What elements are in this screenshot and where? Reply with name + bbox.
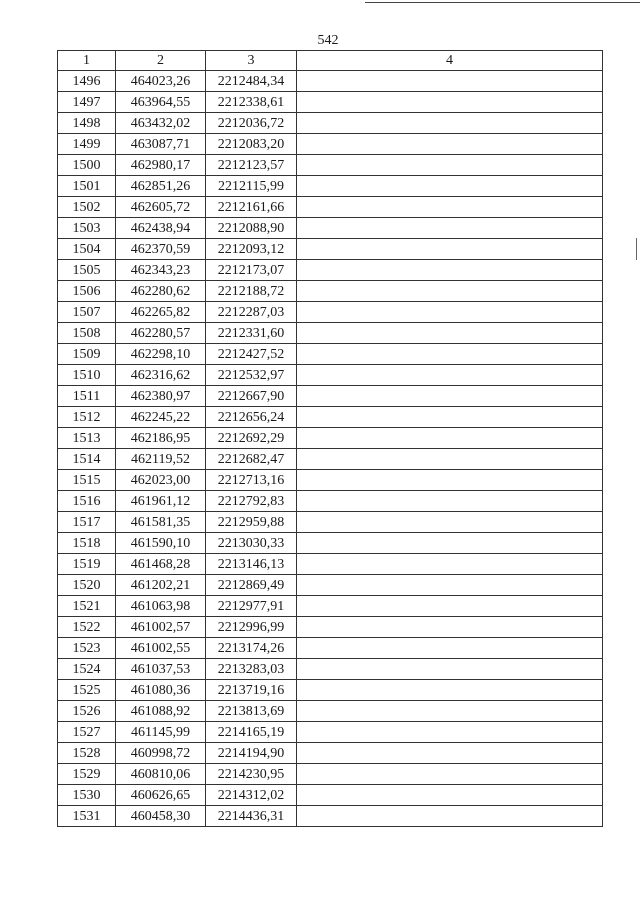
point-number-cell: 1521 xyxy=(58,596,116,617)
point-number-cell: 1506 xyxy=(58,281,116,302)
x-coordinate-cell: 462298,10 xyxy=(116,344,206,365)
y-coordinate-cell: 2214165,19 xyxy=(206,722,297,743)
empty-cell xyxy=(297,155,603,176)
scan-mark xyxy=(636,238,637,260)
table-row xyxy=(58,218,603,239)
point-number-cell: 1496 xyxy=(58,71,116,92)
x-coordinate-cell: 461468,28 xyxy=(116,554,206,575)
y-coordinate-cell: 2212331,60 xyxy=(206,323,297,344)
y-coordinate-cell: 2212682,47 xyxy=(206,449,297,470)
table-row xyxy=(58,680,603,701)
coordinates-table xyxy=(57,50,603,827)
x-coordinate-cell: 463432,02 xyxy=(116,113,206,134)
empty-cell xyxy=(297,134,603,155)
point-number-cell: 1511 xyxy=(58,386,116,407)
table-row xyxy=(58,260,603,281)
table-row xyxy=(58,659,603,680)
point-number-cell: 1502 xyxy=(58,197,116,218)
empty-cell xyxy=(297,638,603,659)
table-row xyxy=(58,344,603,365)
table-row xyxy=(58,764,603,785)
y-coordinate-cell: 2214230,95 xyxy=(206,764,297,785)
y-coordinate-cell: 2212667,90 xyxy=(206,386,297,407)
x-coordinate-cell: 462370,59 xyxy=(116,239,206,260)
x-coordinate-cell: 463087,71 xyxy=(116,134,206,155)
point-number-cell: 1514 xyxy=(58,449,116,470)
column-header-3: 3 xyxy=(206,51,297,71)
table-row xyxy=(58,638,603,659)
table-row xyxy=(58,323,603,344)
y-coordinate-cell: 2212977,91 xyxy=(206,596,297,617)
table-row xyxy=(58,428,603,449)
x-coordinate-cell: 461145,99 xyxy=(116,722,206,743)
x-coordinate-cell: 463964,55 xyxy=(116,92,206,113)
page-number: 542 xyxy=(317,33,339,48)
y-coordinate-cell: 2212338,61 xyxy=(206,92,297,113)
table-row xyxy=(58,386,603,407)
x-coordinate-cell: 461581,35 xyxy=(116,512,206,533)
point-number-cell: 1522 xyxy=(58,617,116,638)
point-number-cell: 1499 xyxy=(58,134,116,155)
empty-cell xyxy=(297,785,603,806)
table-header-row xyxy=(58,51,603,71)
y-coordinate-cell: 2212532,97 xyxy=(206,365,297,386)
y-coordinate-cell: 2212123,57 xyxy=(206,155,297,176)
x-coordinate-cell: 460998,72 xyxy=(116,743,206,764)
column-header-4: 4 xyxy=(297,51,603,71)
y-coordinate-cell: 2214312,02 xyxy=(206,785,297,806)
point-number-cell: 1517 xyxy=(58,512,116,533)
table-row xyxy=(58,176,603,197)
point-number-cell: 1507 xyxy=(58,302,116,323)
y-coordinate-cell: 2212161,66 xyxy=(206,197,297,218)
y-coordinate-cell: 2212173,07 xyxy=(206,260,297,281)
table-body xyxy=(58,71,603,827)
x-coordinate-cell: 461037,53 xyxy=(116,659,206,680)
point-number-cell: 1515 xyxy=(58,470,116,491)
y-coordinate-cell: 2212484,34 xyxy=(206,71,297,92)
empty-cell xyxy=(297,575,603,596)
empty-cell xyxy=(297,302,603,323)
table-row xyxy=(58,302,603,323)
empty-cell xyxy=(297,218,603,239)
table-row xyxy=(58,281,603,302)
y-coordinate-cell: 2214436,31 xyxy=(206,806,297,827)
x-coordinate-cell: 462023,00 xyxy=(116,470,206,491)
table-row xyxy=(58,533,603,554)
y-coordinate-cell: 2212713,16 xyxy=(206,470,297,491)
point-number-cell: 1523 xyxy=(58,638,116,659)
empty-cell xyxy=(297,659,603,680)
table-row xyxy=(58,512,603,533)
empty-cell xyxy=(297,176,603,197)
point-number-cell: 1531 xyxy=(58,806,116,827)
x-coordinate-cell: 462851,26 xyxy=(116,176,206,197)
x-coordinate-cell: 461590,10 xyxy=(116,533,206,554)
y-coordinate-cell: 2212427,52 xyxy=(206,344,297,365)
table-row xyxy=(58,743,603,764)
point-number-cell: 1497 xyxy=(58,92,116,113)
empty-cell xyxy=(297,701,603,722)
x-coordinate-cell: 461088,92 xyxy=(116,701,206,722)
empty-cell xyxy=(297,428,603,449)
empty-cell xyxy=(297,239,603,260)
point-number-cell: 1525 xyxy=(58,680,116,701)
table-row xyxy=(58,617,603,638)
point-number-cell: 1509 xyxy=(58,344,116,365)
y-coordinate-cell: 2212287,03 xyxy=(206,302,297,323)
point-number-cell: 1505 xyxy=(58,260,116,281)
point-number-cell: 1504 xyxy=(58,239,116,260)
column-header-1: 1 xyxy=(58,51,116,71)
x-coordinate-cell: 461202,21 xyxy=(116,575,206,596)
point-number-cell: 1530 xyxy=(58,785,116,806)
empty-cell xyxy=(297,197,603,218)
empty-cell xyxy=(297,533,603,554)
x-coordinate-cell: 462343,23 xyxy=(116,260,206,281)
point-number-cell: 1512 xyxy=(58,407,116,428)
point-number-cell: 1501 xyxy=(58,176,116,197)
table-row xyxy=(58,575,603,596)
y-coordinate-cell: 2212959,88 xyxy=(206,512,297,533)
table-row xyxy=(58,197,603,218)
empty-cell xyxy=(297,764,603,785)
y-coordinate-cell: 2212869,49 xyxy=(206,575,297,596)
empty-cell xyxy=(297,365,603,386)
empty-cell xyxy=(297,512,603,533)
table-row xyxy=(58,554,603,575)
point-number-cell: 1519 xyxy=(58,554,116,575)
x-coordinate-cell: 461002,55 xyxy=(116,638,206,659)
y-coordinate-cell: 2212115,99 xyxy=(206,176,297,197)
x-coordinate-cell: 461080,36 xyxy=(116,680,206,701)
empty-cell xyxy=(297,344,603,365)
table-row xyxy=(58,785,603,806)
y-coordinate-cell: 2212188,72 xyxy=(206,281,297,302)
x-coordinate-cell: 461961,12 xyxy=(116,491,206,512)
point-number-cell: 1518 xyxy=(58,533,116,554)
table-row xyxy=(58,113,603,134)
x-coordinate-cell: 461063,98 xyxy=(116,596,206,617)
empty-cell xyxy=(297,449,603,470)
empty-cell xyxy=(297,92,603,113)
y-coordinate-cell: 2212656,24 xyxy=(206,407,297,428)
y-coordinate-cell: 2212093,12 xyxy=(206,239,297,260)
empty-cell xyxy=(297,806,603,827)
x-coordinate-cell: 460458,30 xyxy=(116,806,206,827)
point-number-cell: 1508 xyxy=(58,323,116,344)
y-coordinate-cell: 2212088,90 xyxy=(206,218,297,239)
point-number-cell: 1498 xyxy=(58,113,116,134)
x-coordinate-cell: 462280,57 xyxy=(116,323,206,344)
y-coordinate-cell: 2213719,16 xyxy=(206,680,297,701)
column-header-2: 2 xyxy=(116,51,206,71)
empty-cell xyxy=(297,71,603,92)
x-coordinate-cell: 462265,82 xyxy=(116,302,206,323)
x-coordinate-cell: 462186,95 xyxy=(116,428,206,449)
point-number-cell: 1513 xyxy=(58,428,116,449)
y-coordinate-cell: 2212996,99 xyxy=(206,617,297,638)
point-number-cell: 1500 xyxy=(58,155,116,176)
point-number-cell: 1524 xyxy=(58,659,116,680)
empty-cell xyxy=(297,470,603,491)
table-row xyxy=(58,596,603,617)
empty-cell xyxy=(297,554,603,575)
point-number-cell: 1527 xyxy=(58,722,116,743)
y-coordinate-cell: 2213174,26 xyxy=(206,638,297,659)
empty-cell xyxy=(297,743,603,764)
x-coordinate-cell: 462280,62 xyxy=(116,281,206,302)
empty-cell xyxy=(297,386,603,407)
table-row xyxy=(58,407,603,428)
point-number-cell: 1503 xyxy=(58,218,116,239)
point-number-cell: 1529 xyxy=(58,764,116,785)
empty-cell xyxy=(297,596,603,617)
table-row xyxy=(58,491,603,512)
point-number-cell: 1516 xyxy=(58,491,116,512)
y-coordinate-cell: 2213146,13 xyxy=(206,554,297,575)
table-row xyxy=(58,701,603,722)
table-row xyxy=(58,365,603,386)
x-coordinate-cell: 462438,94 xyxy=(116,218,206,239)
x-coordinate-cell: 462245,22 xyxy=(116,407,206,428)
x-coordinate-cell: 462316,62 xyxy=(116,365,206,386)
empty-cell xyxy=(297,617,603,638)
empty-cell xyxy=(297,260,603,281)
empty-cell xyxy=(297,323,603,344)
empty-cell xyxy=(297,491,603,512)
empty-cell xyxy=(297,407,603,428)
point-number-cell: 1510 xyxy=(58,365,116,386)
y-coordinate-cell: 2212692,29 xyxy=(206,428,297,449)
point-number-cell: 1528 xyxy=(58,743,116,764)
table-row xyxy=(58,806,603,827)
table-row xyxy=(58,134,603,155)
x-coordinate-cell: 461002,57 xyxy=(116,617,206,638)
empty-cell xyxy=(297,281,603,302)
scan-edge-line xyxy=(365,2,640,3)
table-row xyxy=(58,722,603,743)
x-coordinate-cell: 462119,52 xyxy=(116,449,206,470)
table-row xyxy=(58,470,603,491)
y-coordinate-cell: 2214194,90 xyxy=(206,743,297,764)
table-row xyxy=(58,239,603,260)
y-coordinate-cell: 2213813,69 xyxy=(206,701,297,722)
point-number-cell: 1526 xyxy=(58,701,116,722)
y-coordinate-cell: 2212083,20 xyxy=(206,134,297,155)
y-coordinate-cell: 2212036,72 xyxy=(206,113,297,134)
x-coordinate-cell: 464023,26 xyxy=(116,71,206,92)
empty-cell xyxy=(297,113,603,134)
point-number-cell: 1520 xyxy=(58,575,116,596)
y-coordinate-cell: 2212792,83 xyxy=(206,491,297,512)
empty-cell xyxy=(297,680,603,701)
x-coordinate-cell: 462605,72 xyxy=(116,197,206,218)
x-coordinate-cell: 462980,17 xyxy=(116,155,206,176)
table-row xyxy=(58,71,603,92)
y-coordinate-cell: 2213030,33 xyxy=(206,533,297,554)
table-row xyxy=(58,155,603,176)
empty-cell xyxy=(297,722,603,743)
y-coordinate-cell: 2213283,03 xyxy=(206,659,297,680)
x-coordinate-cell: 460626,65 xyxy=(116,785,206,806)
table-row xyxy=(58,92,603,113)
x-coordinate-cell: 460810,06 xyxy=(116,764,206,785)
x-coordinate-cell: 462380,97 xyxy=(116,386,206,407)
table-row xyxy=(58,449,603,470)
